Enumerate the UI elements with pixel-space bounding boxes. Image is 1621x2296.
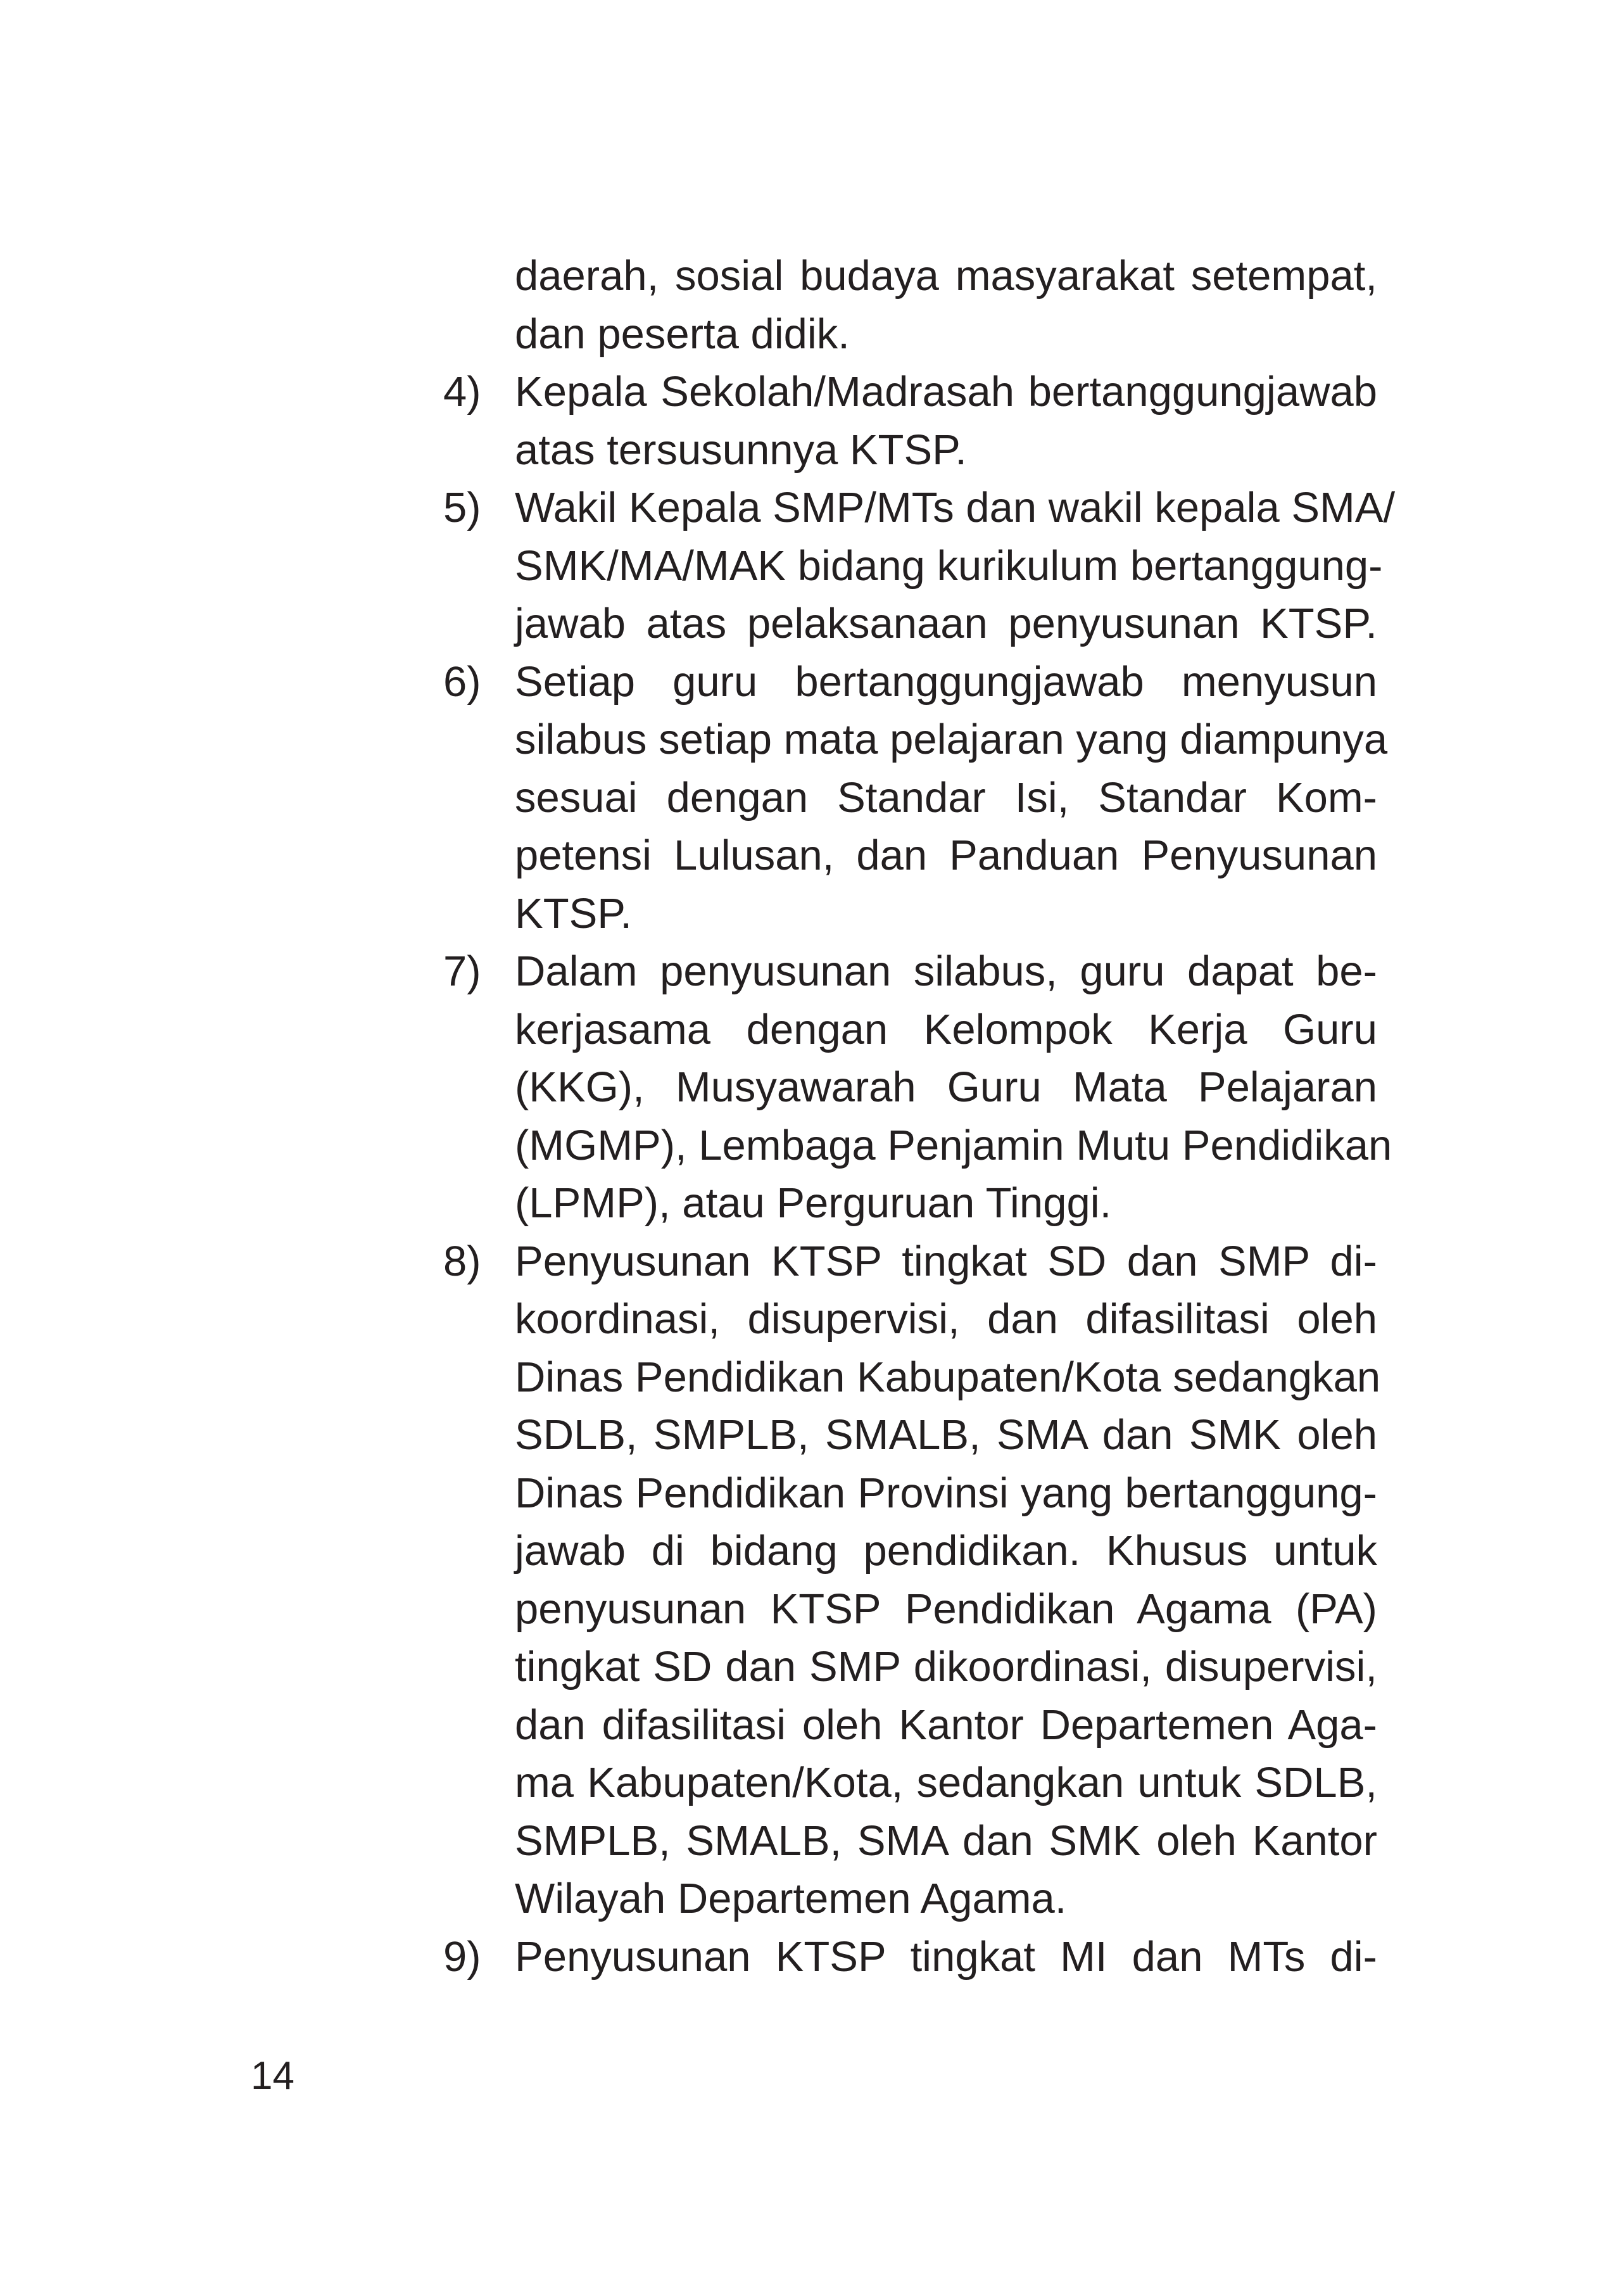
text-line: [443, 1696, 1377, 1754]
text-line: [443, 1001, 1377, 1059]
line-text: SMPLB, SMALB, SMA dan SMK oleh Kantor: [515, 1817, 1377, 1865]
list-number: 8): [443, 1237, 481, 1285]
text-line: [443, 1870, 1377, 1928]
text-line: [443, 1348, 1381, 1407]
text-line: [443, 653, 1377, 711]
text-line: [443, 1580, 1377, 1639]
line-text: atas tersusunnya KTSP.: [515, 426, 967, 474]
line-text: jawab atas pelaksanaan penyusunan KTSP.: [515, 600, 1377, 647]
line-text: dan difasilitasi oleh Kantor Departemen Aga-: [515, 1701, 1377, 1749]
text-line: [443, 1464, 1377, 1523]
text-line: [443, 595, 1377, 653]
line-text: Dinas Pendidikan Provinsi yang bertanggung-: [515, 1469, 1377, 1517]
line-text: (LPMP), atau Perguruan Tinggi.: [515, 1179, 1112, 1227]
text-line: [443, 1812, 1377, 1870]
body-text: [443, 247, 1396, 1986]
list-number: 9): [443, 1932, 481, 1981]
text-line: [443, 1290, 1377, 1348]
line-text: SMK/MA/MAK bidang kurikulum bertanggung-: [515, 542, 1383, 590]
line-text: Dinas Pendidikan Kabupaten/Kota sedangkan: [515, 1353, 1381, 1401]
text-line: [443, 1174, 1377, 1233]
text-line: [443, 1117, 1392, 1175]
text-line: [443, 711, 1388, 769]
line-text: KTSP.: [515, 889, 632, 937]
text-line: [443, 827, 1377, 885]
text-line: [443, 1754, 1377, 1812]
list-number: 7): [443, 948, 481, 995]
line-text: kerjasama dengan Kelompok Kerja Guru: [515, 1005, 1377, 1053]
list-number: 6): [443, 657, 481, 706]
line-text: Wakil Kepala SMP/MTs dan wakil kepala SMA/: [515, 484, 1396, 531]
text-line: [443, 479, 1396, 537]
line-text: jawab di bidang pendidikan. Khusus untuk: [515, 1527, 1377, 1575]
line-text: (KKG), Musyawarah Guru Mata Pelajaran: [515, 1063, 1377, 1111]
line-text: Penyusunan KTSP tingkat MI dan MTs di-: [515, 1932, 1377, 1981]
text-line: [443, 769, 1377, 827]
line-text: penyusunan KTSP Pendidikan Agama (PA): [515, 1585, 1377, 1633]
line-text: silabus setiap mata pelajaran yang diampunya: [515, 716, 1388, 763]
line-text: dan peserta didik.: [515, 310, 850, 358]
line-text: Setiap guru bertanggungjawab menyusun: [515, 657, 1377, 706]
line-text: Wilayah Departemen Agama.: [515, 1875, 1067, 1922]
line-text: sesuai dengan Standar Isi, Standar Kom-: [515, 773, 1377, 821]
line-text: Dalam penyusunan silabus, guru dapat be-: [515, 948, 1377, 995]
line-text: koordinasi, disupervisi, dan difasilitasi oleh: [515, 1295, 1377, 1343]
text-line: [443, 305, 1377, 364]
line-text: (MGMP), Lembaga Penjamin Mutu Pendidikan: [515, 1121, 1392, 1169]
list-number: 5): [443, 484, 481, 531]
text-line: [443, 1233, 1377, 1291]
line-text: tingkat SD dan SMP dikoordinasi, disupervisi,: [515, 1643, 1377, 1690]
text-line: [443, 1522, 1377, 1580]
page-number: 14: [251, 2054, 294, 2098]
text-line: [443, 537, 1383, 595]
text-line: [443, 421, 1377, 479]
text-line: [443, 885, 1377, 943]
line-text: Penyusunan KTSP tingkat SD dan SMP di-: [515, 1237, 1377, 1285]
text-line: [443, 247, 1377, 305]
text-line: [443, 363, 1377, 421]
line-text: petensi Lulusan, dan Panduan Penyusunan: [515, 832, 1377, 879]
text-line: [443, 1058, 1377, 1117]
list-number: 4): [443, 368, 481, 415]
line-text: SDLB, SMPLB, SMALB, SMA dan SMK oleh: [515, 1411, 1377, 1459]
line-text: ma Kabupaten/Kota, sedangkan untuk SDLB,: [515, 1759, 1377, 1806]
text-line: [443, 1406, 1377, 1464]
line-text: Kepala Sekolah/Madrasah bertanggungjawab: [515, 368, 1377, 415]
text-line: [443, 1928, 1377, 1986]
text-line: [443, 1638, 1377, 1696]
text-line: [443, 942, 1377, 1001]
line-text: daerah, sosial budaya masyarakat setempat,: [515, 252, 1377, 300]
